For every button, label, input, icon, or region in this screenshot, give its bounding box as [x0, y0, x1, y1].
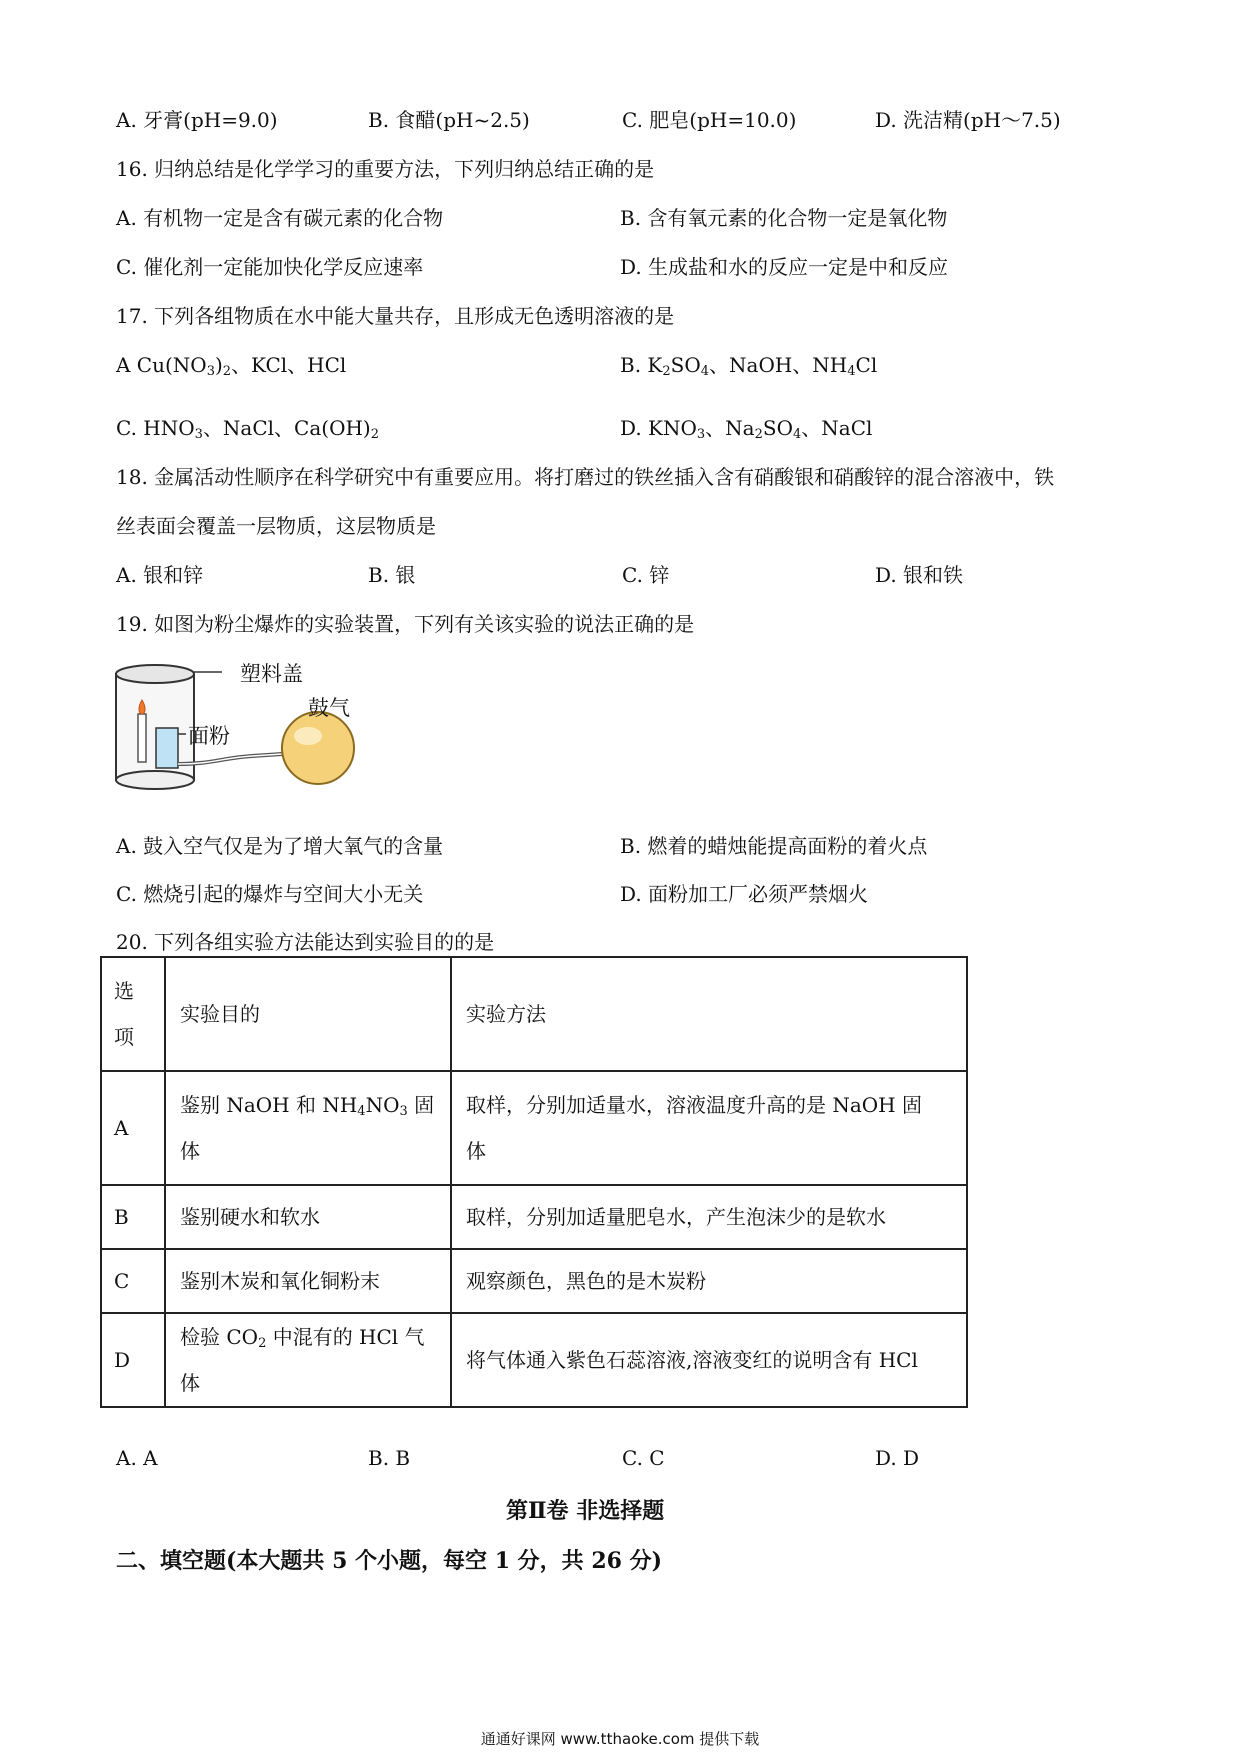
- header-method-cell: 实验方法: [451, 957, 967, 1071]
- q19-option-c: C. 燃烧引起的爆炸与空间大小无关: [116, 882, 424, 906]
- q18-stem-line2: 丝表面会覆盖一层物质，这层物质是: [116, 514, 436, 538]
- q16-option-b: B. 含有氧元素的化合物一定是氧化物: [620, 206, 948, 230]
- section2-title: 二、填空题(本大题共 5 个小题，每空 1 分，共 26 分): [116, 1548, 663, 1574]
- q15-option-d: D. 洗洁精(pH～7.5): [875, 108, 1061, 132]
- table-row: [101, 1249, 967, 1313]
- q16-option-d: D. 生成盐和水的反应一定是中和反应: [620, 255, 949, 279]
- q15-option-b: B. 食醋(pH~2.5): [368, 108, 530, 132]
- q17-option-c: C. $HNO_3$、NaCl、$Ca(OH)_2$: [116, 416, 380, 442]
- q20-option-b: B. B: [368, 1446, 411, 1470]
- q20-stem: 20. 下列各组实验方法能达到实验目的的是: [116, 930, 495, 954]
- q17-option-d: D. $KNO_3$、$Na_2SO_4$、NaCl: [620, 416, 873, 442]
- table-row: [101, 1185, 967, 1249]
- header-option-cell: 选 项: [101, 957, 165, 1071]
- row-aim-cell: 鉴别硬水和软水: [165, 1185, 451, 1249]
- table-row: [101, 1313, 967, 1407]
- q15-option-c: C. 肥皂(pH=10.0): [622, 108, 797, 132]
- row-method-cell: 将气体通入紫色石蕊溶液,溶液变红的说明含有 HCl: [451, 1313, 967, 1407]
- row-aim-cell: 检验 $CO_2$ 中混有的 HCl 气体: [165, 1313, 451, 1407]
- row-option-cell: B: [101, 1185, 165, 1249]
- q20-option-d: D. D: [875, 1446, 920, 1470]
- blow-label: 鼓气: [308, 696, 350, 720]
- dust-explosion-apparatus-figure: [112, 660, 382, 800]
- q16-option-c: C. 催化剂一定能加快化学反应速率: [116, 255, 424, 279]
- q17-stem: 17. 下列各组物质在水中能大量共存，且形成无色透明溶液的是: [116, 304, 675, 328]
- flour-label: 面粉: [188, 724, 230, 748]
- q16-stem: 16. 归纳总结是化学学习的重要方法，下列归纳总结正确的是: [116, 157, 655, 181]
- q19-stem: 19. 如图为粉尘爆炸的实验装置，下列有关该实验的说法正确的是: [116, 612, 695, 636]
- q18-option-d: D. 银和铁: [875, 563, 964, 587]
- row-method-cell: 取样，分别加适量水，溶液温度升高的是 NaOH 固 体: [451, 1071, 967, 1185]
- q19-option-a: A. 鼓入空气仅是为了增大氧气的含量: [116, 834, 444, 858]
- experiment-table: [100, 956, 968, 1408]
- row-method-cell: 观察颜色，黑色的是木炭粉: [451, 1249, 967, 1313]
- table-header-row: [101, 957, 967, 1071]
- q18-option-c: C. 锌: [622, 563, 670, 587]
- q20-option-a: A. A: [116, 1446, 158, 1470]
- row-aim-cell: 鉴别 NaOH 和 $NH_4NO_3$ 固体: [165, 1071, 451, 1185]
- row-option-cell: C: [101, 1249, 165, 1313]
- q17-option-a: A $Cu(NO_3)_2$、KCl、HCl: [116, 353, 347, 379]
- q17-option-b: B. $K_2SO_4$、NaOH、$NH_4Cl$: [620, 353, 878, 379]
- q19-option-b: B. 燃着的蜡烛能提高面粉的着火点: [620, 834, 928, 858]
- q16-option-a: A. 有机物一定是含有碳元素的化合物: [116, 206, 444, 230]
- row-aim-cell: 鉴别木炭和氧化铜粉末: [165, 1249, 451, 1313]
- q20-option-c: C. C: [622, 1446, 665, 1470]
- page-footer: 通通好课网 www.tthaoke.com 提供下载: [480, 1730, 760, 1748]
- header-aim-cell: 实验目的: [165, 957, 451, 1071]
- part2-title: 第Ⅱ卷 非选择题: [506, 1498, 665, 1524]
- row-method-cell: 取样，分别加适量肥皂水，产生泡沫少的是软水: [451, 1185, 967, 1249]
- q15-option-a: A. 牙膏(pH=9.0): [116, 108, 278, 132]
- q19-option-d: D. 面粉加工厂必须严禁烟火: [620, 882, 869, 906]
- row-option-cell: D: [101, 1313, 165, 1407]
- table-row: [101, 1071, 967, 1185]
- q18-option-a: A. 银和锌: [116, 563, 204, 587]
- q18-option-b: B. 银: [368, 563, 416, 587]
- lid-label: 塑料盖: [240, 662, 303, 686]
- row-option-cell: A: [101, 1071, 165, 1185]
- q18-stem-line1: 18. 金属活动性顺序在科学研究中有重要应用。将打磨过的铁丝插入含有硝酸银和硝酸锌的混合溶液中，铁: [116, 465, 1055, 489]
